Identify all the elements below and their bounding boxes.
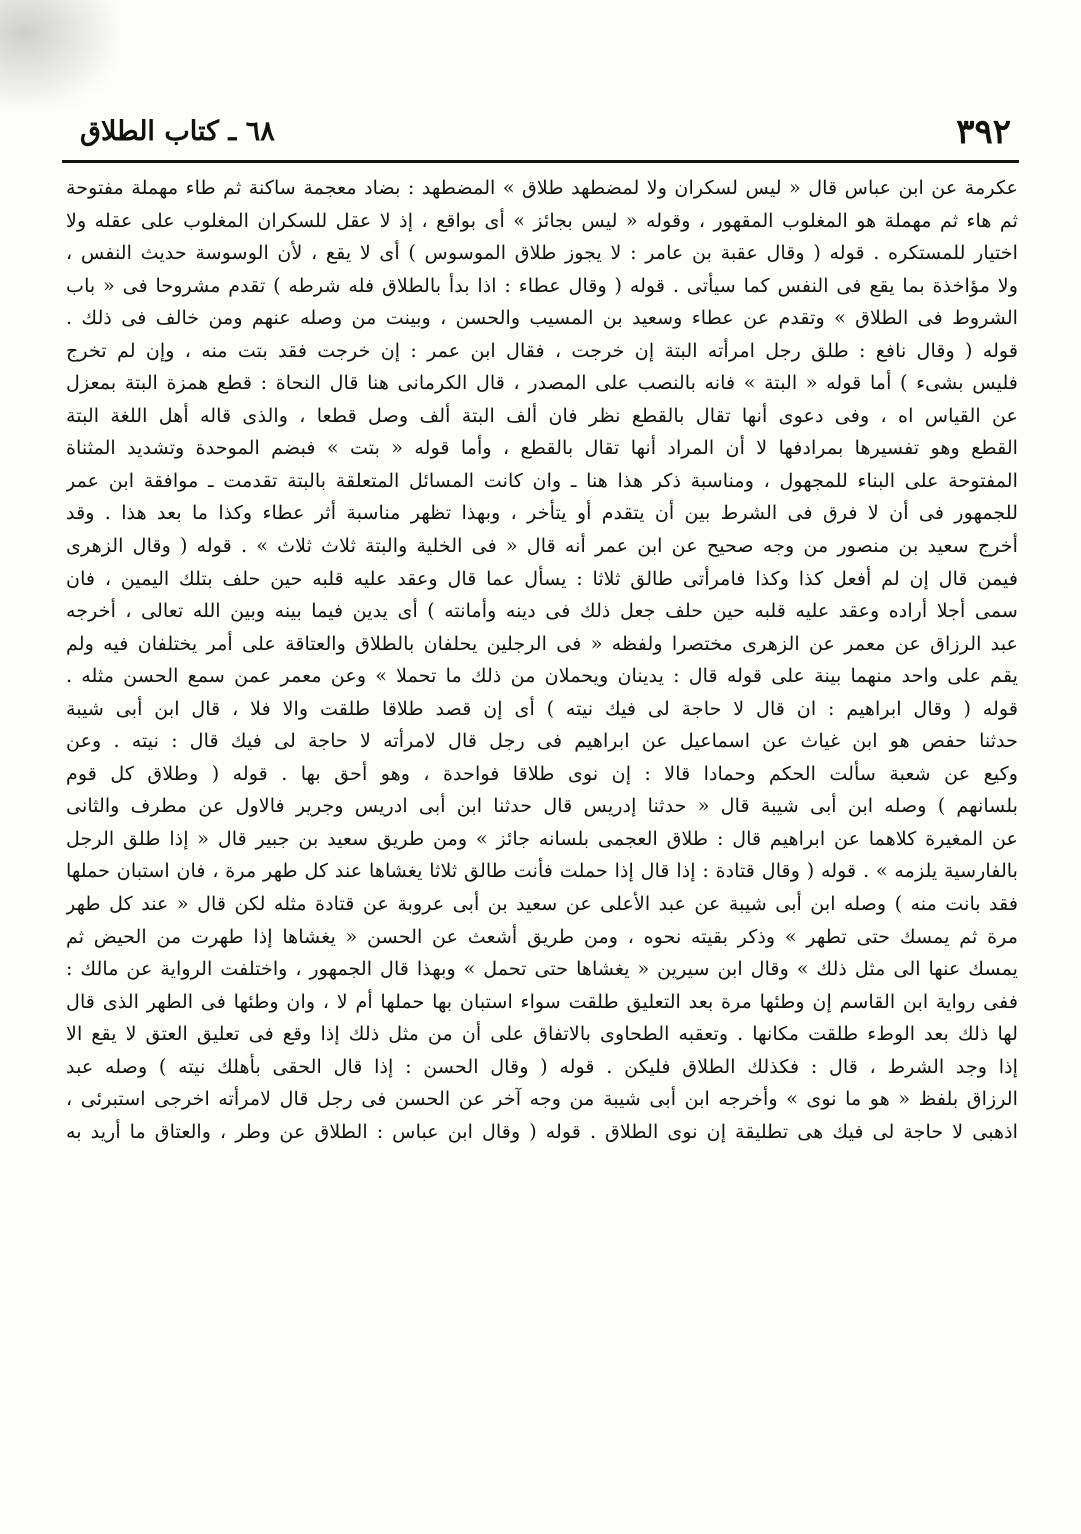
text-line: يمسك عنها الى مثل ذلك » وقال ابن سيرين « يغشاها حتى تحمل » وبهذا قال الجمهور ، واختلفت الرواية عن مالك : (66, 957, 1018, 981)
text-line: اذهبى لا حاجة لى فيك هى تطليقة إن نوى الطلاق . قوله ( وقال ابن عباس : الطلاق عن وطر ، والعتاق ما أريد به (66, 1119, 1018, 1143)
text-line: عكرمة عن ابن عباس قال « ليس لسكران ولا لمضطهد طلاق » المضطهد : بضاد معجمة ساكنة ثم طاء مهملة مفتوحة (66, 176, 1018, 199)
text-line: فليس بشىء ) أما قوله « البتة » فانه بالنصب على المصدر ، قال الكرمانى هنا قال النحاة : قطع همزة البتة بمعزل (66, 371, 1018, 395)
page-number: ٣٩٢ (956, 112, 1011, 152)
text-line: مرة ثم يمسك حتى تطهر » وذكر بقيته نحوه ، ومن طريق أشعث عن الحسن « يغشاها إذا طهرت من الحيض ثم (66, 924, 1018, 948)
text-line: وكيع عن شعبة سألت الحكم وحمادا قالا : إن نوى طلاقا فواحدة ، وهو أحق بها . قوله ( وطلاق كل قوم (66, 761, 1018, 785)
text-line: القطع وهو تفسيرها بمرادفها لا أن المراد أنها تقال بالقطع ، وأما قوله « بتت » فبضم الموحدة وتشديد المثناة (66, 436, 1018, 460)
body-text (66, 172, 1018, 1148)
text-line: الرزاق بلفظ « هو ما نوى » وأخرجه ابن أبى شيبة من وجه آخر عن الحسن فى رجل قال لامرأته اخرجى استبرئى ، (66, 1087, 1018, 1111)
scan-smudge (0, 0, 120, 110)
text-line: أخرج سعيد بن منصور من وجه صحيح عن ابن عمر أنه قال « فى الخلية والبتة ثلاث ثلاث » . قوله ( وقال الزهرى (66, 534, 1018, 558)
text-line: فقد بانت منه ) وصله ابن أبى شيبة عن عبد الأعلى عن سعيد بن أبى عروبة عن قتادة مثله لكن قال « عند كل طهر (66, 892, 1018, 916)
text-line: للجمهور فى أن لا فرق فى الشرط بين أن يتقدم أو يتأخر ، وبهذا تظهر مناسبة أثر عطاء وكذا ما بعد هذا . وقد (66, 501, 1018, 525)
text-line: عبد الرزاق عن معمر عن الزهرى مختصرا ولفظه « فى الرجلين يحلفان بالطلاق والعتاقة على أمر يختلفان فيه ولم (66, 631, 1018, 655)
text-line: عن المغيرة كلاهما عن ابراهيم قال : طلاق العجمى بلسانه جائز » ومن طريق سعيد بن جبير قال « إذا طلق الرجل (66, 826, 1018, 850)
text-line: اختيار للمستكره . قوله ( وقال عقبة بن عامر : لا يجوز طلاق الموسوس ) أى لا يقع ، لأن الوسوسة حديث النفس ، (66, 241, 1018, 265)
text-line: ففى رواية ابن القاسم إن وطئها مرة بعد التعليق طلقت سواء استبان بها حملها أم لا ، وان وطئها فى الطهر الذى قال (66, 989, 1018, 1013)
header-rule (62, 160, 1019, 163)
text-line: الشروط فى الطلاق » وتقدم عن عطاء وسعيد بن المسيب والحسن ، وبينت من وصله عنهم ومن خالف فى ذلك . (66, 306, 1018, 330)
text-line: ولا مؤاخذة بما يقع فى النفس كما سيأتى . قوله ( وقال عطاء : اذا بدأ بالطلاق فله شرطه ) تقدم مشروحا فى « باب (66, 273, 1018, 297)
text-line: حدثنا حفص هو ابن غياث عن اسماعيل عن ابراهيم فى رجل قال لامرأته لا حاجة لى فيك قال : نيته . وعن (66, 729, 1018, 753)
page-header (62, 106, 1019, 158)
text-line: بلسانهم ) وصله ابن أبى شيبة قال « حدثنا إدريس قال حدثنا ابن أبى ادريس وجرير فالاول عن مطرف والثانى (66, 794, 1018, 818)
text-line: قوله ( وقال نافع : طلق رجل امرأته البتة إن خرجت ، فقال ابن عمر : إن خرجت فقد بتت منه ، وإن لم تخرج (66, 338, 1018, 362)
text-line: يقم على واحد منهما بينة على قوله قال : يدينان ويحملان من ذلك ما تحملا » وعن معمر عمن سمع الحسن مثله . (66, 664, 1018, 688)
chapter-title: ٦٨ ـ كتاب الطلاق (80, 116, 275, 147)
text-line: ثم هاء ثم مهملة هو المغلوب المقهور ، وقوله « ليس بجائز » أى بواقع ، إذ لا عقل للسكران المغلوب على عقله ولا (66, 208, 1018, 232)
text-line: إذا وجد الشرط ، قال : فكذلك الطلاق فليكن . قوله ( وقال الحسن : إذا قال الحقى بأهلك نيته ) وصله عبد (66, 1054, 1018, 1078)
text-line: بالفارسية يلزمه » . قوله ( وقال قتادة : إذا قال إذا حملت فأنت طالق ثلاثا يغشاها عند كل طهر مرة ، فان استبان حملها (66, 859, 1018, 883)
text-line: سمى أجلا أراده وعقد عليه قلبه حين حلف جعل ذلك فى دينه وأمانته ) أى يدين فيما بينه وبين الله تعالى ، أخرجه (66, 599, 1018, 623)
text-line: المفتوحة على البناء للمجهول ، ومناسبة ذكر هذا هنا ـ وان كانت المسائل المتعلقة بالبتة تقدمت ـ موافقة ابن عمر (66, 468, 1018, 492)
text-line: قوله ( وقال ابراهيم : ان قال لا حاجة لى فيك نيته ) أى إن قصد طلاقا طلقت والا فلا ، قال ابن أبى شيبة (66, 696, 1018, 720)
text-line: عن القياس اه ، وفى دعوى أنها تقال بالقطع نظر فان ألف البتة ألف وصل قطعا ، والذى قاله أهل اللغة البتة (66, 403, 1018, 427)
text-line: فيمن قال إن لم أفعل كذا وكذا فامرأتى طالق ثلاثا : يسأل عما قال وعقد عليه قلبه حين حلف بتلك اليمين ، فان (66, 566, 1018, 590)
text-line: لها ذلك بعد الوطء طلقت مكانها . وتعقبه الطحاوى بالاتفاق على أن من مثل ذلك إذا وقع فى تعليق العتق لا يقع الا (66, 1022, 1018, 1046)
